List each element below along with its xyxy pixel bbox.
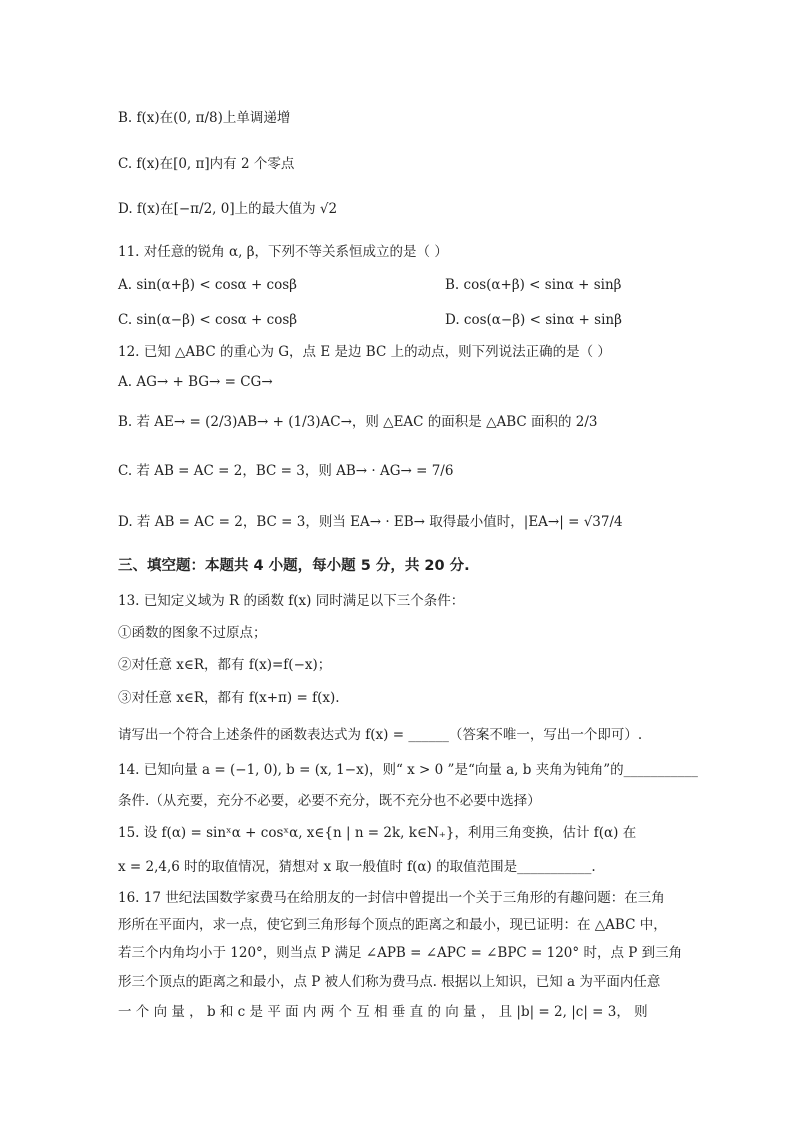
option-11b: B. cos(α+β) < sinα + sinβ: [445, 277, 622, 293]
section-heading: 三、填空题：本题共 4 小题，每小题 5 分，共 20 分.: [118, 558, 470, 574]
question-16-line-5: 一 个 向 量 ， b 和 c 是 平 面 内 两 个 互 相 垂 直 的 向 量 ， 且 |b| = 2, |c| = 3， 则: [118, 1004, 648, 1020]
question-16-line-2: 形所在平面内，求一点，使它到三角形每个顶点的距离之和最小，现已证明：在 △ABC 中，: [118, 917, 667, 933]
question-16-line-4: 形三个顶点的距离之和最小，点 P 被人们称为费马点. 根据以上知识，已知 a 为平面内任意: [118, 974, 661, 990]
question-14-cont: 条件.（从充要，充分不必要，必要不充分，既不充分也不必要中选择）: [118, 793, 541, 809]
question-16-line-3: 若三个内角均小于 120°，则当点 P 满足 ∠APB = ∠APC = ∠BPC = 120° 时，点 P 到三角: [118, 945, 683, 961]
option-10b: B. f(x)在(0, π/8)上单调递增: [118, 110, 291, 126]
option-10d: D. f(x)在[−π/2, 0]上的最大值为 √2: [118, 201, 338, 217]
option-11a: A. sin(α+β) < cosα + cosβ: [118, 277, 297, 293]
option-12d: D. 若 AB = AC = 2，BC = 3，则当 EA→ · EB→ 取得最小值时，|EA→| = √37/4: [118, 514, 623, 530]
question-16-line-1: 16. 17 世纪法国数学家费马在给朋友的一封信中曾提出一个关于三角形的有趣问题：在三角: [118, 890, 665, 906]
option-12b: B. 若 AE→ = (2/3)AB→ + (1/3)AC→，则 △EAC 的面积是 △ABC 面积的 2/3: [118, 414, 598, 430]
condition-3: ③对任意 x∈R，都有 f(x+π) = f(x).: [118, 690, 340, 706]
option-12c: C. 若 AB = AC = 2，BC = 3，则 AB→ · AG→ = 7/6: [118, 463, 454, 479]
option-12a: A. AG→ + BG→ = CG→: [118, 374, 273, 390]
option-11c: C. sin(α−β) < cosα + cosβ: [118, 312, 298, 328]
option-11d: D. cos(α−β) < sinα + sinβ: [445, 312, 622, 328]
question-11: 11. 对任意的锐角 α, β，下列不等关系恒成立的是（ ）: [118, 244, 448, 260]
option-10c: C. f(x)在[0, π]内有 2 个零点: [118, 156, 295, 172]
question-15-cont: x = 2,4,6 时的取值情况，猜想对 x 取一般值时 f(α) 的取值范围是___________.: [118, 859, 596, 875]
question-14: 14. 已知向量 a = (−1, 0), b = (x, 1−x)，则“ x > 0 ”是“向量 a, b 夹角为钝角”的___________: [118, 762, 698, 778]
question-15: 15. 设 f(α) = sinˣα + cosˣα, x∈{n | n = 2k, k∈N₊}，利用三角变换，估计 f(α) 在: [118, 825, 637, 841]
question-12: 12. 已知 △ABC 的重心为 G，点 E 是边 BC 上的动点，则下列说法正确的是（ ）: [118, 344, 611, 360]
condition-1: ①函数的图象不过原点；: [118, 625, 267, 641]
question-13: 13. 已知定义域为 R 的函数 f(x) 同时满足以下三个条件：: [118, 593, 465, 609]
question-13-prompt: 请写出一个符合上述条件的函数表达式为 f(x) = ______（答案不唯一，写出一个即可）.: [118, 727, 643, 743]
condition-2: ②对任意 x∈R，都有 f(x)=f(−x)；: [118, 657, 332, 673]
